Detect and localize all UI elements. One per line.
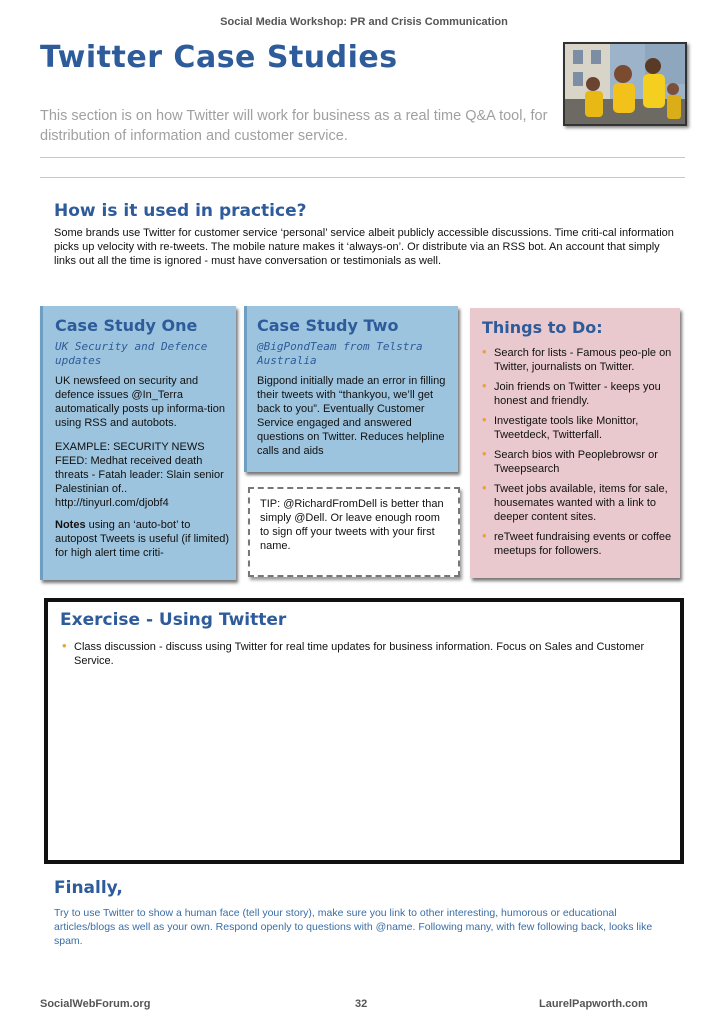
header-photo [563,42,687,126]
bullet-icon: • [62,638,67,653]
tip-box [248,487,460,577]
practice-heading: How is it used in practice? [54,201,307,221]
things-to-do-list [482,346,672,564]
divider-rule [40,157,685,158]
bullet-icon: • [482,446,487,461]
bullet-icon: • [482,480,487,495]
case-study-two-title: Case Study Two [257,316,399,335]
things-to-do-box [470,308,680,578]
list-item: • Search bios with Peoplebrowsr or Tweepsearch [482,446,658,475]
page-number: 32 [355,998,368,1010]
notes-label: Notes [55,519,86,531]
case-study-one-title: Case Study One [55,316,198,335]
case-study-one-para1: UK newsfeed on security and defence issues @In_Terra automatically posts up informa-tion using RSS and autobots. [55,375,225,429]
case-study-one-notes [55,518,233,560]
page-header: Social Media Workshop: PR and Crisis Communication [220,16,508,28]
list-item: • Class discussion - discuss using Twitter for real time updates for business information. Focus on Sales and Customer Service. [62,638,645,667]
divider-rule [40,177,685,178]
finally-heading: Finally, [54,878,123,898]
list-item: • reTweet fundraising events or coffee meetups for followers. [482,528,672,557]
bullet-icon: • [482,528,487,543]
case-study-one-subtitle: UK Security and Defence updates [55,340,208,367]
practice-text: Some brands use Twitter for customer service ‘personal’ service albeit publicly accessible discussions. Time criti-cal information picks up velocity with re-tweets. The mobile nature makes it ‘always-on’. Or distribute via an RSS bot. An account that simply links out all the time is ignored - must have conversation or testimonials as well. [54,227,674,267]
page-subtitle: This section is on how Twitter will work for business as a real time Q&A tool, for distribution of information and customer service. [40,108,548,144]
exercise-list [62,640,662,674]
case-study-one-box [40,306,236,580]
list-item: • Join friends on Twitter - keeps you honest and friendly. [482,378,661,407]
case-study-two-text: Bigpond initially made an error in filling their tweets with “thankyou, we’ll get back to you”. Eventually Customer Service engaged and answered questions on Twitter. Reduces helpline calls and aids [257,375,446,457]
exercise-title: Exercise - Using Twitter [60,610,287,630]
list-item: • Tweet jobs available, items for sale, housemates wanted with a link to deeper content sites. [482,480,668,523]
finally-text: Try to use Twitter to show a human face (tell your story), make sure you link to other interesting, humorous or educational articles/blogs as well as your own. Respond openly to questions with @name. Following many, with few following back, looks like spam. [54,907,653,947]
footer-right: LaurelPapworth.com [539,998,648,1010]
bullet-icon: • [482,412,487,427]
exercise-box [44,598,684,864]
tip-text: TIP: @RichardFromDell is better than simply @Dell. Or leave enough room to sign off your tweets with your first name. [260,498,444,552]
bullet-icon: • [482,378,487,393]
page-title: Twitter Case Studies [40,40,398,75]
people-photo-image [565,44,685,124]
footer-left: SocialWebForum.org [40,998,151,1010]
case-study-two-subtitle: @BigPondTeam from Telstra Australia [257,340,423,367]
things-to-do-title: Things to Do: [482,318,603,337]
case-study-one-para2: EXAMPLE: SECURITY NEWS FEED: Medhat received death threats - Fatah leader: Slain senior Palestinian of.. http://tinyurl.com/djobf4 [55,441,224,509]
notes-text: using an ‘auto-bot’ to autopost Tweets is useful (if limited) for high alert time criti- [55,519,230,559]
list-item: • Search for lists - Famous peo-ple on Twitter, journalists on Twitter. [482,344,672,373]
bullet-icon: • [482,344,487,359]
case-study-two-box [244,306,458,472]
list-item: • Investigate tools like Monittor, Tweetdeck, Twitterfall. [482,412,639,441]
